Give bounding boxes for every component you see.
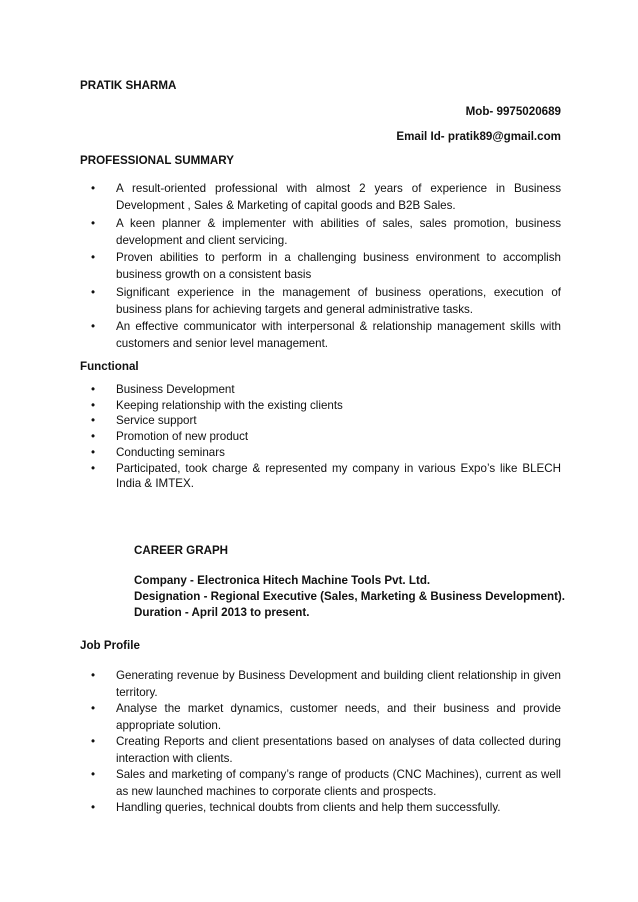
- job-profile-list: [80, 668, 561, 817]
- professional-summary-heading: PROFESSIONAL SUMMARY: [80, 154, 234, 167]
- list-item: • Service support: [80, 413, 561, 429]
- email-address: Email Id- pratik89@gmail.com: [396, 130, 561, 143]
- list-item: • Business Development: [80, 382, 561, 398]
- candidate-name: PRATIK SHARMA: [80, 79, 177, 92]
- career-graph-heading: CAREER GRAPH: [134, 544, 229, 557]
- designation-line: Designation - Regional Executive (Sales, Marketing & Business Development).: [134, 590, 566, 603]
- mobile-number: Mob- 9975020689: [465, 105, 561, 118]
- company-line: Company - Electronica Hitech Machine Tools Pvt. Ltd.: [134, 574, 431, 587]
- list-item: • Participated, took charge & represented my company in various Expo’s like BLECH India & IMTEX.: [80, 461, 561, 492]
- list-item: • Promotion of new product: [80, 429, 561, 445]
- list-item: • A keen planner & implementer with abilities of sales, sales promotion, business development and client servicing.: [80, 215, 561, 249]
- duration-line: Duration - April 2013 to present.: [134, 606, 310, 619]
- list-item: • Analyse the market dynamics, customer needs, and their business and provide appropriate solution.: [80, 701, 561, 734]
- list-item: • Handling queries, technical doubts from clients and help them successfully.: [80, 800, 561, 817]
- list-item: • Proven abilities to perform in a challenging business environment to accomplish business growth on a consistent basis: [80, 249, 561, 283]
- list-item: • A result-oriented professional with almost 2 years of experience in Business Development , Sales & Marketing of capital goods and B2B Sales.: [80, 180, 561, 214]
- list-item: • Keeping relationship with the existing clients: [80, 398, 561, 414]
- functional-list: [80, 382, 561, 492]
- list-item: • Creating Reports and client presentations based on analyses of data collected during interaction with clients.: [80, 734, 561, 767]
- job-profile-heading: Job Profile: [80, 639, 140, 652]
- professional-summary-list: [80, 180, 561, 353]
- list-item: • Conducting seminars: [80, 445, 561, 461]
- functional-heading: Functional: [80, 360, 139, 373]
- list-item: • Generating revenue by Business Development and building client relationship in given territory.: [80, 668, 561, 701]
- list-item: • Significant experience in the management of business operations, execution of business plans for achieving targets and general administrative tasks.: [80, 284, 561, 318]
- list-item: • An effective communicator with interpersonal & relationship management skills with customers and senior level management.: [80, 318, 561, 352]
- list-item: • Sales and marketing of company’s range of products (CNC Machines), current as well as new launched machines to corporate clients and prospects.: [80, 767, 561, 800]
